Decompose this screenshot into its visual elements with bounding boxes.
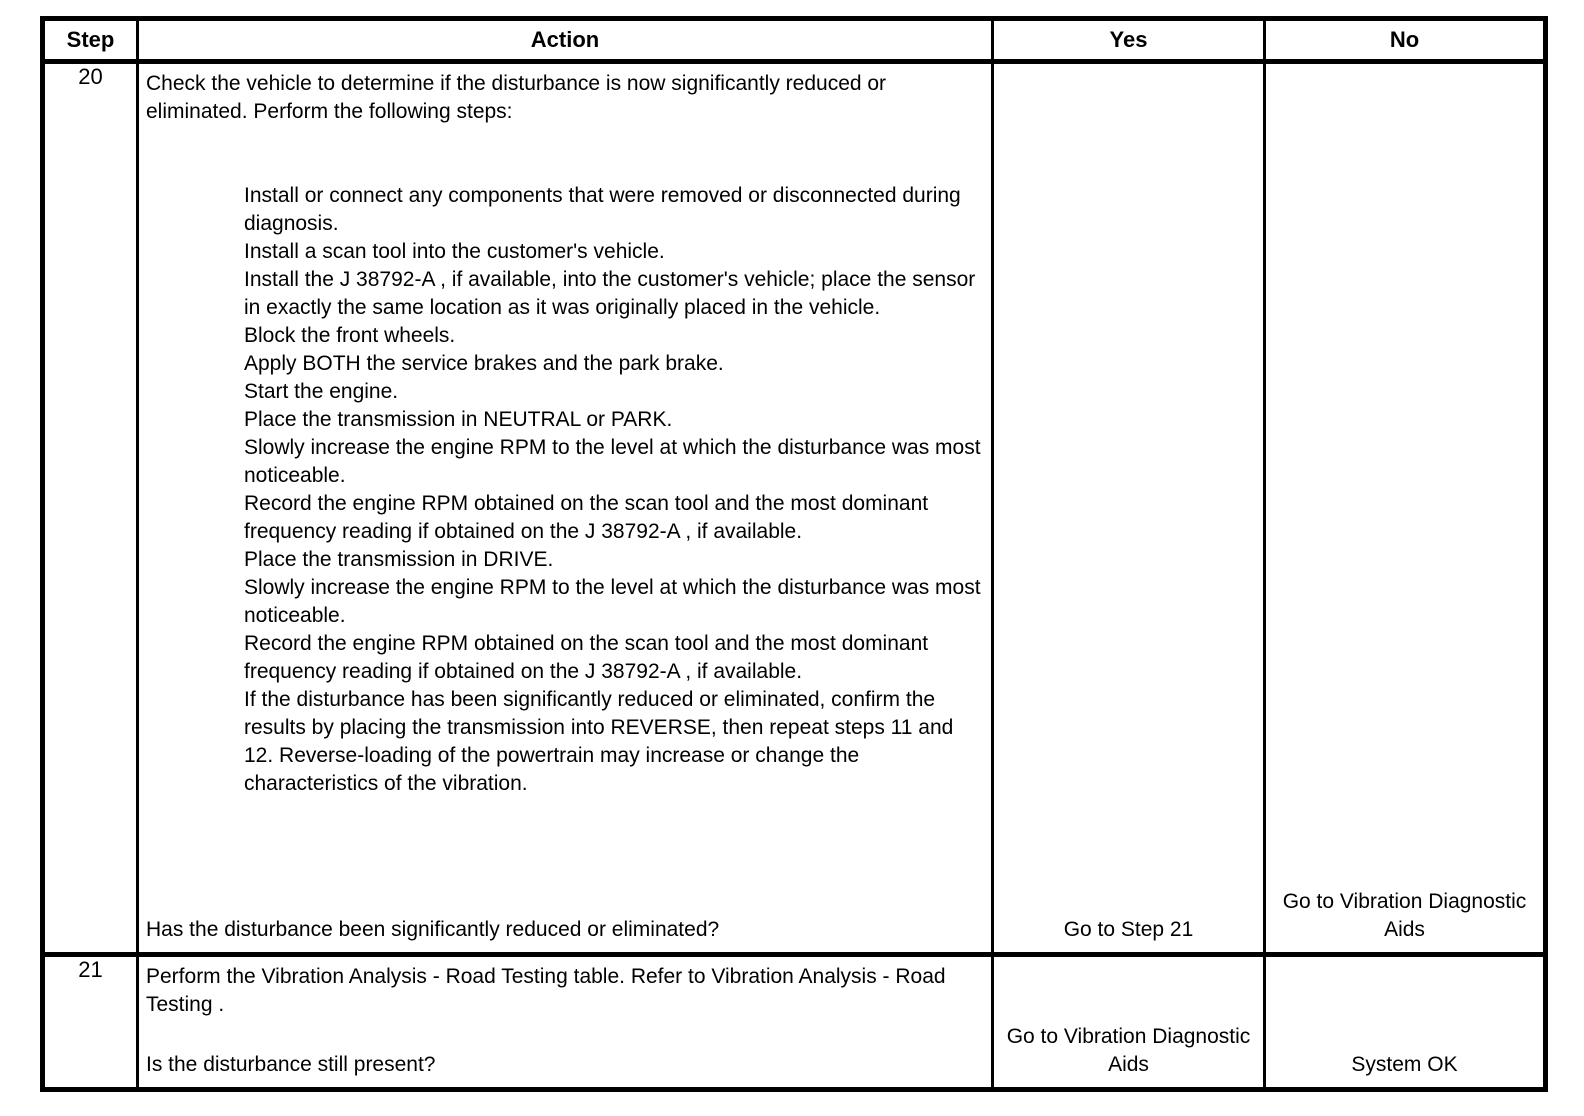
yes-cell <box>993 955 1265 1090</box>
action-content <box>139 957 991 1087</box>
substep-item: Place the transmission in NEUTRAL or PARK. <box>244 408 673 431</box>
substep-item: Install the J 38792-A , if available, into the customer's vehicle; place the sensor in exactly the same location as it was originally placed in the vehicle. <box>244 268 976 319</box>
substep-item: Apply BOTH the service brakes and the park brake. <box>244 352 724 375</box>
header-step: Step <box>43 19 138 62</box>
header-yes: Yes <box>993 19 1265 62</box>
action-question-text: Has the disturbance been significantly reduced or eliminated? <box>146 918 720 941</box>
no-cell <box>1265 955 1546 1090</box>
header-no: No <box>1265 19 1546 62</box>
action-content <box>139 64 991 952</box>
action-cell <box>138 62 993 955</box>
yes-answer-text: Go to Step 21 <box>1063 918 1194 941</box>
substep-item: Place the transmission in DRIVE. <box>244 548 554 571</box>
action-cell <box>138 955 993 1090</box>
yes-cell <box>993 62 1265 955</box>
no-answer-text: System OK <box>1351 1053 1458 1076</box>
diagnostic-table <box>40 16 1548 1092</box>
no-answer-text: Go to Vibration Diagnostic Aids <box>1282 890 1527 941</box>
substep-item: Slowly increase the engine RPM to the level at which the disturbance was most noticeable. <box>244 436 981 487</box>
action-question-text: Is the disturbance still present? <box>146 1053 436 1076</box>
substep-item: Record the engine RPM obtained on the scan tool and the most dominant frequency reading if obtained on the J 38792-A , if available. <box>244 492 929 543</box>
substep-item: Install a scan tool into the customer's vehicle. <box>244 240 665 263</box>
step-number: 20 <box>43 62 138 955</box>
substep-item: Block the front wheels. <box>244 324 456 347</box>
action-intro-text: Perform the Vibration Analysis - Road Testing table. Refer to Vibration Analysis - Road Testing . <box>146 965 946 1016</box>
substep-item: If the disturbance has been significantly reduced or eliminated, confirm the results by placing the transmission into REVERSE, then repeat steps 11 and 12. Reverse-loading of the powertrain may increase or change the characteristics of the vibration. <box>244 688 954 795</box>
table-row <box>43 955 1546 1090</box>
table-row <box>43 62 1546 955</box>
header-action: Action <box>138 19 993 62</box>
substep-item: Start the engine. <box>244 380 399 403</box>
substep-item: Install or connect any components that were removed or disconnected during diagnosis. <box>244 184 961 235</box>
action-intro-text: Check the vehicle to determine if the disturbance is now significantly reduced or eliminated. Perform the following steps: <box>146 72 887 123</box>
yes-answer-text: Go to Vibration Diagnostic Aids <box>1006 1025 1251 1076</box>
table-header-row <box>43 19 1546 62</box>
step-number: 21 <box>43 955 138 1090</box>
no-cell <box>1265 62 1546 955</box>
substep-item: Record the engine RPM obtained on the scan tool and the most dominant frequency reading if obtained on the J 38792-A , if available. <box>244 632 929 683</box>
substep-item: Slowly increase the engine RPM to the level at which the disturbance was most noticeable. <box>244 576 981 627</box>
substep-list <box>244 182 983 798</box>
